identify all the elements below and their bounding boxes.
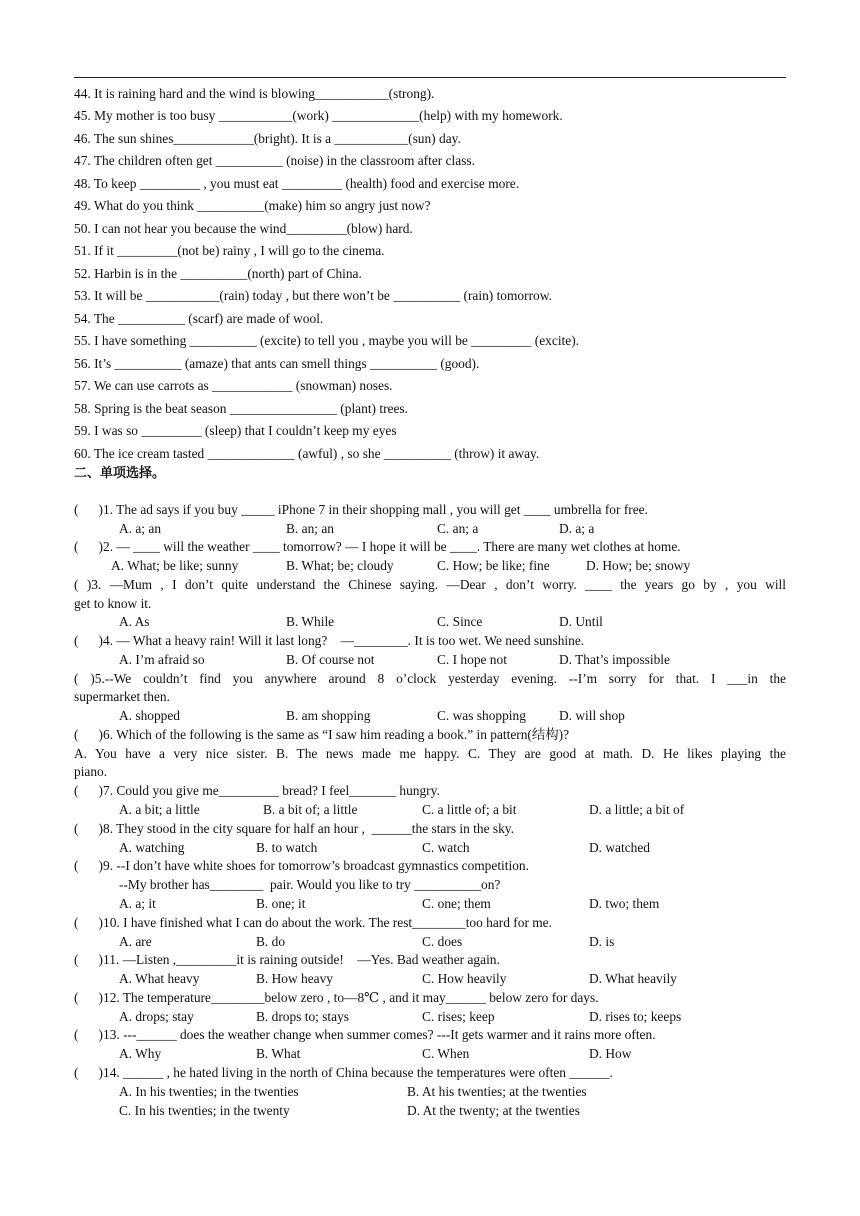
- mc-question-4: ( )4. — What a heavy rain! Will it last long? —________. It is too wet. We need sunshine.: [74, 633, 585, 648]
- q8-option-a: A. watching: [119, 840, 185, 855]
- q12-option-a: A. drops; stay: [119, 1009, 194, 1024]
- q1-option-d: D. a; a: [559, 521, 595, 536]
- question-60: 60. The ice cream tasted _____________ (awful) , so she __________ (throw) it away.: [74, 446, 540, 461]
- q13-option-b: B. What: [256, 1046, 301, 1061]
- q10-option-d: D. is: [589, 934, 615, 949]
- q2-option-b: B. What; be; cloudy: [286, 558, 394, 573]
- q5-option-a: A. shopped: [119, 708, 180, 723]
- question-47: 47. The children often get __________ (noise) in the classroom after class.: [74, 153, 475, 168]
- q12-option-b: B. drops to; stays: [256, 1009, 349, 1024]
- mc-question-13: ( )13. ---______ does the weather change when summer comes? ---It gets warmer and it rains more often.: [74, 1027, 656, 1042]
- mc-question-12: ( )12. The temperature________below zero , to—8℃ , and it may______ below zero for days.: [74, 990, 599, 1005]
- q4-option-a: A. I’m afraid so: [119, 652, 205, 667]
- q7-option-b: B. a bit of; a little: [263, 802, 358, 817]
- q3-option-d: D. Until: [559, 614, 603, 629]
- question-45: 45. My mother is too busy ___________(work) _____________(help) with my homework.: [74, 108, 563, 123]
- question-48: 48. To keep _________ , you must eat _________ (health) food and exercise more.: [74, 176, 520, 191]
- q4-option-b: B. Of course not: [286, 652, 375, 667]
- mc-question-5: ( )5.--We couldn’t find you anywhere around 8 o’clock yesterday evening. --I’m sorry for that. I ___in the: [74, 671, 786, 686]
- question-54: 54. The __________ (scarf) are made of wool.: [74, 311, 324, 326]
- mc-question-6: ( )6. Which of the following is the same as “I saw him reading a book.” in pattern(结构)?: [74, 727, 570, 742]
- mc-question-9-cont: --My brother has________ pair. Would you like to try __________on?: [119, 877, 501, 892]
- q1-option-a: A. a; an: [119, 521, 162, 536]
- q3-option-c: C. Since: [437, 614, 483, 629]
- q5-option-c: C. was shopping: [437, 708, 526, 723]
- mc-question-5-cont: supermarket then.: [74, 689, 170, 704]
- question-53: 53. It will be ___________(rain) today , but there won’t be __________ (rain) tomorrow.: [74, 288, 552, 303]
- section-heading: 二、单项选择。: [74, 466, 166, 481]
- q7-option-d: D. a little; a bit of: [589, 802, 685, 817]
- mc-question-2: ( )2. — ____ will the weather ____ tomorrow? — I hope it will be ____. There are many wet clothes at home.: [74, 539, 681, 554]
- q11-option-c: C. How heavily: [422, 971, 507, 986]
- q13-option-c: C. When: [422, 1046, 470, 1061]
- mc-question-14: ( )14. ______ , he hated living in the north of China because the temperatures were often ______.: [74, 1065, 613, 1080]
- q14-option-c: C. In his twenties; in the twenty: [119, 1103, 290, 1118]
- header-rule: [74, 77, 786, 78]
- q11-option-a: A. What heavy: [119, 971, 200, 986]
- q10-option-c: C. does: [422, 934, 463, 949]
- q7-option-a: A. a bit; a little: [119, 802, 200, 817]
- q8-option-c: C. watch: [422, 840, 470, 855]
- question-49: 49. What do you think __________(make) him so angry just now?: [74, 198, 431, 213]
- mc-question-8: ( )8. They stood in the city square for half an hour , ______the stars in the sky.: [74, 821, 514, 836]
- q14-option-b: B. At his twenties; at the twenties: [407, 1084, 587, 1099]
- question-50: 50. I can not hear you because the wind_________(blow) hard.: [74, 221, 413, 236]
- q5-option-b: B. am shopping: [286, 708, 371, 723]
- q13-option-a: A. Why: [119, 1046, 162, 1061]
- q11-option-d: D. What heavily: [589, 971, 677, 986]
- q1-option-b: B. an; an: [286, 521, 334, 536]
- mc-question-9: ( )9. --I don’t have white shoes for tomorrow’s broadcast gymnastics competition.: [74, 858, 529, 873]
- q12-option-c: C. rises; keep: [422, 1009, 495, 1024]
- q9-option-a: A. a; it: [119, 896, 156, 911]
- q4-option-c: C. I hope not: [437, 652, 507, 667]
- q7-option-c: C. a little of; a bit: [422, 802, 517, 817]
- q9-option-d: D. two; them: [589, 896, 660, 911]
- mc-question-3: ( )3. —Mum , I don’t quite understand the Chinese saying. —Dear , don’t worry. ____ the years go by , you will: [74, 577, 786, 592]
- q9-option-c: C. one; them: [422, 896, 491, 911]
- question-44: 44. It is raining hard and the wind is blowing___________(strong).: [74, 86, 435, 101]
- q9-option-b: B. one; it: [256, 896, 306, 911]
- mc-question-7: ( )7. Could you give me_________ bread? I feel_______ hungry.: [74, 783, 440, 798]
- q3-option-b: B. While: [286, 614, 335, 629]
- q5-option-d: D. will shop: [559, 708, 625, 723]
- q4-option-d: D. That’s impossible: [559, 652, 670, 667]
- q8-option-b: B. to watch: [256, 840, 318, 855]
- q14-option-a: A. In his twenties; in the twenties: [119, 1084, 299, 1099]
- question-58: 58. Spring is the beat season ________________ (plant) trees.: [74, 401, 408, 416]
- q2-option-a: A. What; be like; sunny: [111, 558, 239, 573]
- q12-option-d: D. rises to; keeps: [589, 1009, 682, 1024]
- question-52: 52. Harbin is in the __________(north) part of China.: [74, 266, 362, 281]
- question-56: 56. It’s __________ (amaze) that ants can smell things __________ (good).: [74, 356, 480, 371]
- q2-option-d: D. How; be; snowy: [586, 558, 691, 573]
- q10-option-b: B. do: [256, 934, 286, 949]
- question-46: 46. The sun shines____________(bright). It is a ___________(sun) day.: [74, 131, 461, 146]
- q3-option-a: A. As: [119, 614, 150, 629]
- question-59: 59. I was so _________ (sleep) that I couldn’t keep my eyes: [74, 423, 397, 438]
- q6-options-cont: piano.: [74, 764, 108, 779]
- mc-question-11: ( )11. —Listen ,_________it is raining outside! —Yes. Bad weather again.: [74, 952, 500, 967]
- question-51: 51. If it _________(not be) rainy , I will go to the cinema.: [74, 243, 385, 258]
- q11-option-b: B. How heavy: [256, 971, 333, 986]
- mc-question-10: ( )10. I have finished what I can do about the work. The rest________too hard for me.: [74, 915, 552, 930]
- q1-option-c: C. an; a: [437, 521, 479, 536]
- q6-options: A. You have a very nice sister. B. The news made me happy. C. They are good at math. D. He likes playing the: [74, 746, 786, 761]
- question-57: 57. We can use carrots as ____________ (snowman) noses.: [74, 378, 393, 393]
- q13-option-d: D. How: [589, 1046, 632, 1061]
- q10-option-a: A. are: [119, 934, 152, 949]
- q8-option-d: D. watched: [589, 840, 650, 855]
- mc-question-3-cont: get to know it.: [74, 596, 152, 611]
- q14-option-d: D. At the twenty; at the twenties: [407, 1103, 580, 1118]
- question-55: 55. I have something __________ (excite) to tell you , maybe you will be _________ (excite).: [74, 333, 580, 348]
- mc-question-1: ( )1. The ad says if you buy _____ iPhone 7 in their shopping mall , you will get ____ umbrella for free.: [74, 502, 648, 517]
- q2-option-c: C. How; be like; fine: [437, 558, 550, 573]
